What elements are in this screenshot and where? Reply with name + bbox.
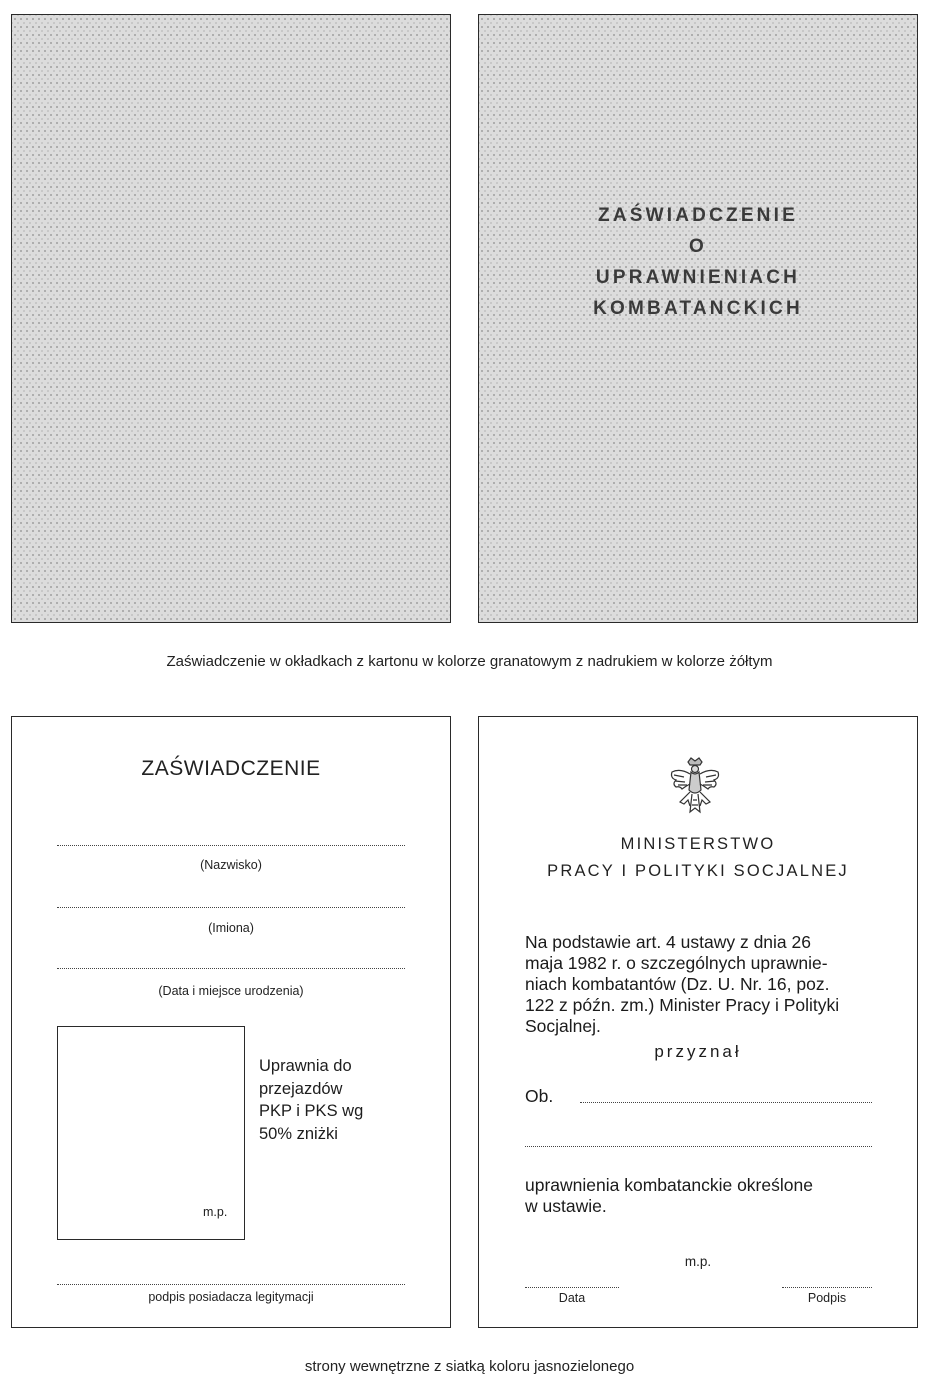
signature-label: podpis posiadacza legitymacji [148,1290,314,1304]
inner-pages-caption: strony wewnętrzne z siatką koloru jasnozielonego [304,1358,635,1375]
legal-line-3: niach kombatantów (Dz. U. Nr. 16, poz. [525,974,830,994]
privilege-text [259,1055,363,1145]
sign-line [782,1287,872,1288]
privilege-line-4: 50% zniżki [259,1124,338,1143]
cover-back-panel [11,14,451,623]
cover-caption: Zaświadczenie w okładkach z kartonu w kolorze granatowym z nadrukiem w kolorze żółtym [166,653,773,670]
names-label: (Imiona) [208,921,254,935]
rights-text [525,1175,877,1217]
cover-title-line-1: ZAŚWIADCZENIE [598,205,798,226]
birth-label: (Data i miejsce urodzenia) [158,984,304,998]
cover-title-line-3: UPRAWNIENIACH [595,267,801,288]
legal-basis-text [525,932,877,1037]
legal-line-2: maja 1982 r. o szczególnych uprawnie- [525,953,828,973]
photo-box [57,1026,245,1240]
rights-line-1: uprawnienia kombatanckie określone [525,1175,813,1195]
rights-line-2: w ustawie. [525,1196,607,1216]
ob-line-2 [525,1146,872,1147]
ob-label: Ob. [525,1086,554,1106]
left-stamp-label: m.p. [203,1205,228,1219]
legal-line-1: Na podstawie art. 4 ustawy z dnia 26 [525,932,811,952]
left-page-title: ZAŚWIADCZENIE [141,757,321,780]
cover-title-line-4: KOMBATANCKICH [593,298,803,319]
privilege-line-1: Uprawnia do [259,1057,352,1075]
birth-line [57,968,405,969]
privilege-line-3: PKP i PKS wg [259,1102,364,1120]
date-label: Data [558,1291,586,1305]
legal-line-5: Socjalnej. [525,1016,601,1036]
surname-line [57,845,405,846]
date-line [525,1287,619,1288]
granted-label: przyznał [654,1042,742,1061]
privilege-line-2: przejazdów [259,1079,343,1098]
cover-title-line-2: O [689,236,707,257]
sign-label: Podpis [807,1291,847,1305]
cover-front-panel [478,14,918,623]
ministry-line-1: MINISTERSTWO [620,835,776,853]
ob-line-1 [580,1102,872,1103]
inner-right-page [478,716,918,1328]
right-stamp-label: m.p. [684,1254,712,1269]
inner-left-page [11,716,451,1328]
polish-eagle-emblem-icon [666,756,724,820]
names-line [57,907,405,908]
signature-line [57,1284,405,1285]
legal-line-4: 122 z późn. zm.) Minister Pracy i Polityki [525,995,840,1015]
surname-label: (Nazwisko) [200,858,262,872]
ministry-line-2: PRACY I POLITYKI SOCJALNEJ [547,862,849,880]
